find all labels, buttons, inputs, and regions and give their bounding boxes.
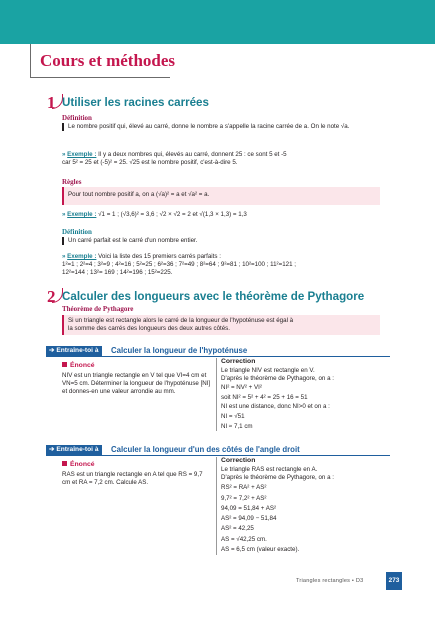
footer-chapter: Triangles rectangles • D3 bbox=[296, 578, 364, 584]
chevron-icon: » bbox=[62, 211, 68, 218]
rules-text: Pour tout nombre positif a, on a (√a)² = a et √a² = a. bbox=[68, 191, 210, 198]
rules-box bbox=[62, 187, 380, 205]
exercise-1-enonce-label: Énoncé bbox=[62, 362, 95, 371]
chevron-icon: » bbox=[62, 151, 68, 158]
example-2 bbox=[62, 211, 392, 219]
exercise-2-enonce: RAS est un triangle rectangle en A tel que RS = 9,7 cm et RA = 7,2 cm. Calcule AS. bbox=[62, 471, 203, 487]
page-number: 273 bbox=[386, 572, 402, 590]
theorem-box bbox=[62, 315, 380, 335]
exercise-2-rule bbox=[46, 455, 390, 456]
exercise-1-badge: ➔ Entraîne-toi à bbox=[46, 346, 102, 357]
exercise-1-correction bbox=[216, 358, 390, 431]
correction-line: AS² = 42,25 bbox=[221, 525, 254, 533]
example-3-line2: 1²=1 ; 2²=4 ; 3²=9 ; 4²=16 ; 5²=25 ; 6²=36 ; 7²=49 ; 8²=64 ; 9²=81 ; 10²=100 ; 11²=121 ; bbox=[62, 261, 296, 269]
exercise-2-correction bbox=[216, 457, 390, 555]
correction-line: AS² = 94,09 − 51,84 bbox=[221, 514, 277, 522]
correction-line: RS² = RA² + AS² bbox=[221, 484, 267, 492]
square-bullet-icon bbox=[62, 362, 67, 367]
exercise-2-badge: ➔ Entraîne-toi à bbox=[46, 445, 102, 456]
correction-line: 94,09 = 51,84 + AS² bbox=[221, 504, 277, 512]
example-3-label: Exemple : bbox=[67, 253, 97, 260]
example-1-line1: Il y a deux nombres qui, élevés au carré, donnent 25 : ce sont 5 et -5 bbox=[98, 151, 287, 158]
exercise-1-enonce: NIV est un triangle rectangle en V tel que VI=4 cm et VN=5 cm. Déterminer la longueur de l'hypoténuse [NI] et donnes-en une valeur arrondie au mm. bbox=[62, 372, 211, 396]
rules-label: Règles bbox=[62, 178, 82, 186]
theorem-line2: la somme des carrés des longueurs des deux autres côtés. bbox=[68, 325, 230, 333]
correction-line: NI = √51 bbox=[221, 412, 245, 420]
header-band bbox=[0, 0, 435, 44]
correction-line: D'après le théorème de Pythagore, on a : bbox=[221, 375, 334, 383]
correction-line: AS = √42,25 cm. bbox=[221, 536, 267, 544]
page-title: Cours et méthodes bbox=[40, 51, 176, 70]
definition-2-text: Un carré parfait est le carré d'un nombre entier. bbox=[68, 237, 198, 244]
section-1-number: 1 bbox=[47, 93, 56, 112]
correction-line: AS = 6,5 cm (valeur exacte). bbox=[221, 546, 300, 554]
example-3 bbox=[62, 253, 402, 278]
section-2-number: 2 bbox=[47, 287, 56, 306]
example-1-label: Exemple : bbox=[67, 151, 97, 158]
correction-line: D'après le théorème de Pythagore, on a : bbox=[221, 474, 334, 482]
exercise-1-correction-label: Correction bbox=[221, 358, 256, 365]
square-bullet-icon bbox=[62, 461, 67, 466]
correction-line: soit NI² = 5² + 4² = 25 + 16 = 51 bbox=[221, 393, 308, 401]
example-3-line1: Voici la liste des 15 premiers carrés parfaits : bbox=[98, 253, 221, 260]
correction-line: NI est une distance, donc NI>0 et on a : bbox=[221, 402, 330, 410]
example-1-line2: car 5² = 25 et (-5)² = 25. √25 est le nombre positif, c'est-à-dire 5. bbox=[62, 159, 238, 167]
correction-line: Le triangle NIV est rectangle en V. bbox=[221, 366, 315, 374]
correction-line: NI ≈ 7,1 cm bbox=[221, 423, 253, 431]
definition-1-box bbox=[62, 123, 380, 131]
definition-1-text: Le nombre positif qui, élevé au carré, donne le nombre a s'appelle la racine carrée de a. On le note √a. bbox=[68, 123, 350, 130]
theorem-label: Théorème de Pythagore bbox=[62, 305, 134, 313]
exercise-1-title: Calculer la longueur de l'hypoténuse bbox=[111, 346, 248, 355]
example-3-line3: 12²=144 ; 13²= 169 ; 14²=196 ; 15²=225. bbox=[62, 269, 173, 277]
definition-2-box bbox=[62, 237, 380, 245]
correction-line: Le triangle RAS est rectangle en A. bbox=[221, 465, 318, 473]
example-1 bbox=[62, 151, 392, 167]
theorem-line1: Si un triangle est rectangle alors le carré de la longueur de l'hypoténuse est égal à bbox=[68, 317, 294, 324]
exercise-2-title: Calculer la longueur d'un des côtés de l'angle droit bbox=[111, 445, 300, 454]
example-2-label: Exemple : bbox=[67, 211, 97, 218]
section-2-title: Calculer des longueurs avec le théorème de Pythagore bbox=[62, 290, 365, 303]
definition-2-label: Définition bbox=[62, 228, 92, 236]
exercise-2-correction-label: Correction bbox=[221, 457, 256, 464]
correction-line: NI² = NV² + VI² bbox=[221, 384, 262, 392]
exercise-1-rule bbox=[46, 356, 390, 357]
definition-1-label: Définition bbox=[62, 114, 92, 122]
example-2-text: √1 = 1 ; (√3,6)² = 3,6 ; √2 × √2 = 2 et √(1,3 × 1,3) = 1,3 bbox=[98, 211, 247, 218]
chevron-icon: » bbox=[62, 253, 68, 260]
section-1-title: Utiliser les racines carrées bbox=[62, 96, 209, 109]
exercise-2-enonce-label: Énoncé bbox=[62, 461, 95, 470]
correction-line: 9,7² = 7,2² + AS² bbox=[221, 494, 267, 502]
